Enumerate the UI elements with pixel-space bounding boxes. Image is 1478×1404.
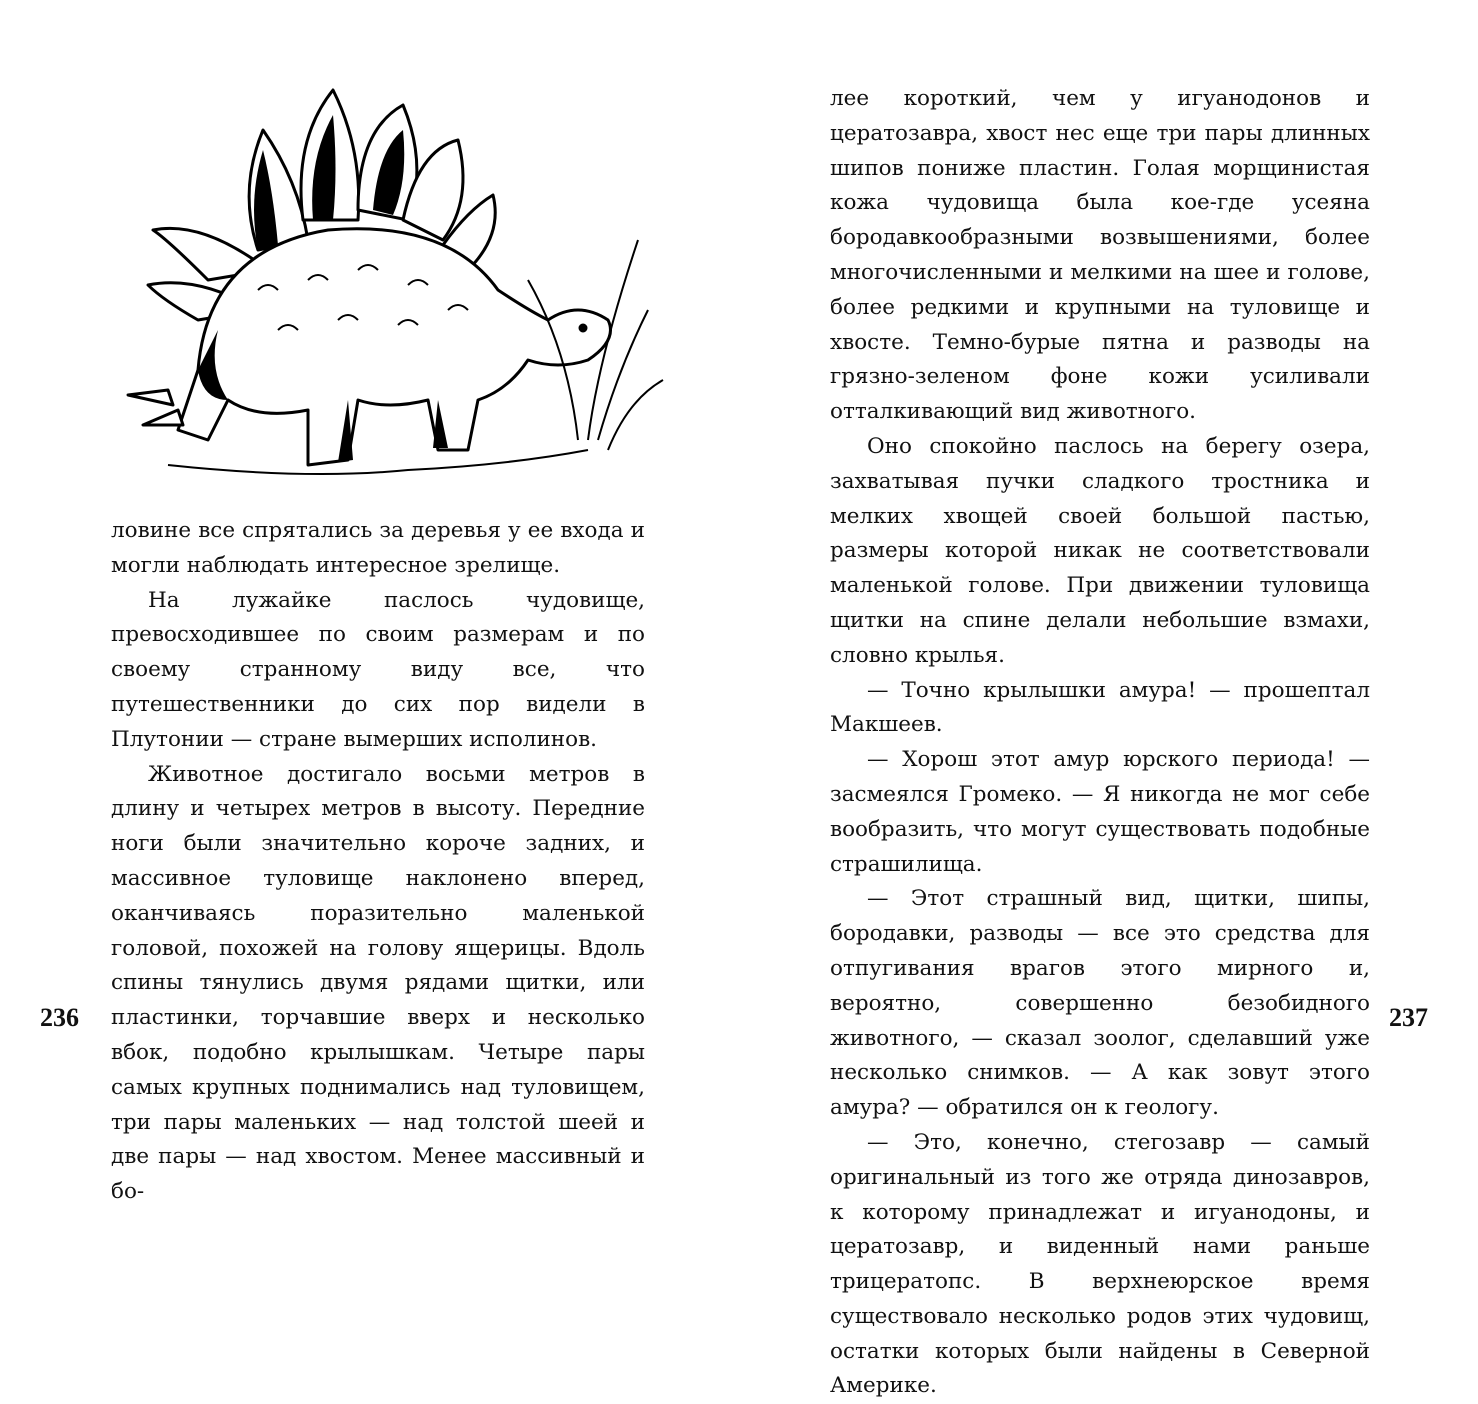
paragraph: лее короткий, чем у игуанодонов и цератозавра, хвост нес еще три пары длинных шипов пониже пластин. Голая морщинистая кожа чудовища была кое-где усеяна бородавкообразными возвышениями, более многочисленными и мелкими на шее и голове, более редкими и крупными на туловище и хвосте. Темно-бурые пятна и разводы на грязно-зеленом фоне кожи усиливали отталкивающий вид животного. [830, 86, 1370, 425]
paragraph: На лужайке паслось чудовище, превосходившее по своим размерам и по своему странному виду все, что путешественники до сих пор видели в Плутонии — стране вымерших исполинов. [111, 587, 645, 752]
paragraph: — Это, конечно, стегозавр — самый оригинальный из того же отряда динозавров, к которому принадлежат и игуанодоны, и цератозавр, и виденный нами раньше трицератопс. В верхнеюрское время существовало несколько родов этих чудовищ, остатки которых были найдены в Северной Америке. [830, 1129, 1370, 1399]
right-page [739, 0, 1478, 1399]
paragraph: — Точно крылышки амура! — прошептал Макшеев. [830, 677, 1370, 738]
paragraph: Оно спокойно паслось на берегу озера, захватывая пучки сладкого тростника и мелких хвощей своей большой пастью, размеры которой никак не соответствовали маленькой голове. При движении туловища щитки на спине делали небольшие взмахи, словно крылья. [830, 433, 1370, 668]
paragraph: Животное достигало восьми метров в длину и четырех метров в высоту. Передние ноги были значительно короче задних, и массивное туловище наклонено вперед, оканчиваясь поразительно маленькой головой, похожей на голову ящерицы. Вдоль спины тянулись двумя рядами щитки, или пластинки, торчавшие вверх и несколько вбок, подобно крылышкам. Четыре пары самых крупных поднимались над туловищем, три пары маленьких — над толстой шеей и две пары — над хвостом. Менее массивный и бо- [111, 761, 645, 1205]
left-page [0, 0, 739, 1205]
stegosaurus-illustration [108, 70, 668, 500]
right-page-text [830, 82, 1370, 1404]
page-number-right: 237 [1389, 1003, 1428, 1032]
paragraph: — Хорош этот амур юрского периода! — засмеялся Громеко. — Я никогда не мог себе вообразить, что могут существовать подобные страшилища. [830, 747, 1370, 877]
page-number-left: 236 [40, 1003, 79, 1032]
paragraph: — Этот страшный вид, щитки, шипы, бородавки, разводы — все это средства для отпугивания врагов этого мирного и, вероятно, совершенно безобидного животного, — сказал зоолог, сделавший уже несколько снимков. — А как зовут этого амура? — обратился он к геологу. [830, 886, 1370, 1121]
paragraph: ловине все спрятались за деревья у ее входа и могли наблюдать интересное зрелище. [111, 518, 645, 578]
left-page-text [111, 514, 645, 1210]
